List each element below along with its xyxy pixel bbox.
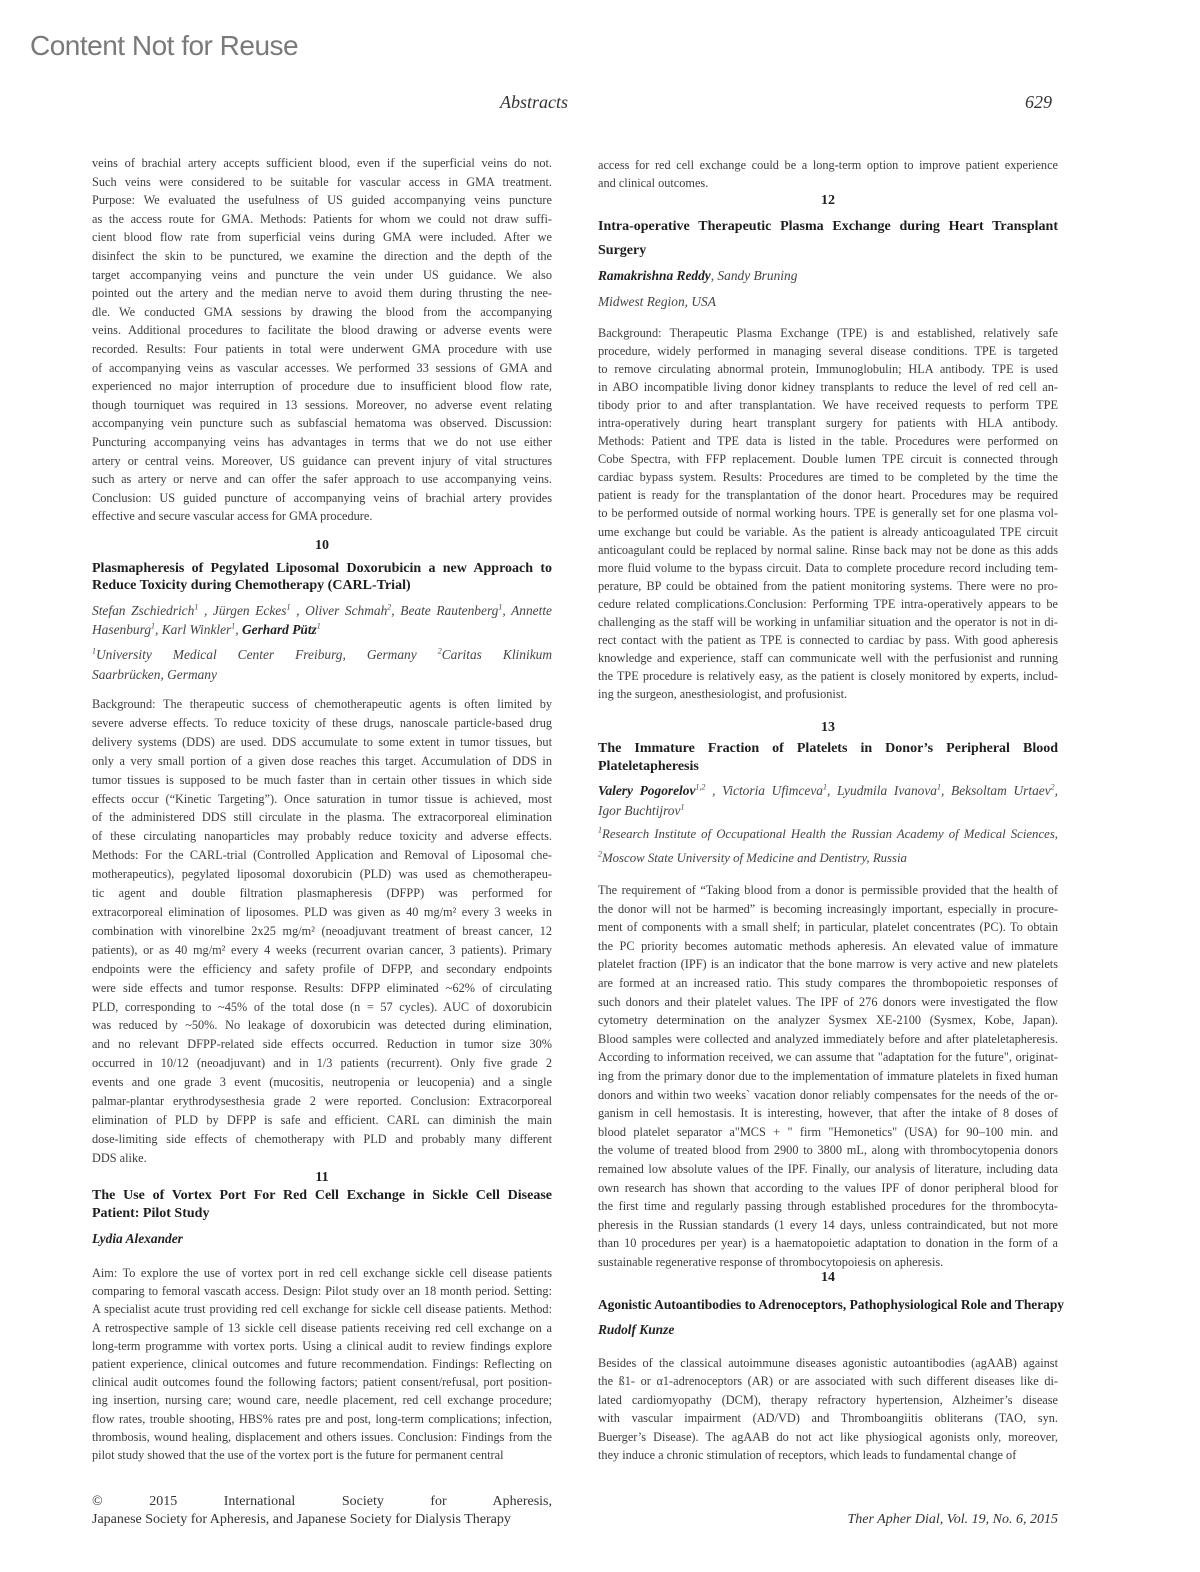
text-line	[92, 620, 552, 639]
watermark: Content Not for Reuse	[30, 30, 299, 61]
text-line: ganism in cell hemostasis. It is interesting, however, that after the intake of 8 doses of	[598, 1106, 1058, 1121]
superscript: 2	[1050, 782, 1055, 792]
abstract-10-affiliations	[92, 645, 552, 685]
abstract-13-authors	[598, 781, 1058, 821]
abstract-12-affiliations	[598, 292, 1058, 312]
text-segment: Hasenburg	[92, 622, 152, 637]
abstract-11-body	[92, 1264, 552, 1464]
text-line: Blood samples were collected and analyzed immediately before and after plateletapheresis.	[598, 1031, 1058, 1046]
text-line: Intra-operative Therapeutic Plasma Exchange during Heart Transplant	[598, 219, 1058, 234]
text-line: intra-operatively during heart transplant surgery for patients with HLA antibody.	[598, 416, 1058, 431]
text-line: effects occur (“Kinetic Targeting”). Once saturation in tumor tissue is achieved, most	[92, 791, 552, 806]
abstract-number-11: 11	[315, 1170, 329, 1185]
text-line: combination with vinorelbine 2x25 mg/m² (neoadjuvant treatment of breast cancer, 12	[92, 923, 552, 938]
text-line: remained low absolute values of the IPF. Finally, our analysis of literature, including data	[598, 1161, 1058, 1176]
text-line: the ß1- or α1-adrenoceptors (AR) or are associated with such different diseases like di-	[598, 1374, 1058, 1389]
text-segment: Moscow State University of Medicine and Dentistry, Russia	[602, 851, 907, 865]
text-line: dose-limiting side effects of chemotherapy with PLD and probably many different	[92, 1131, 552, 1146]
text-line: to be performed outside of normal working hours. TPE is generally set for one plasma vol-	[598, 506, 1058, 521]
text-line: Background: Therapeutic Plasma Exchange (TPE) is and established, relatively safe	[598, 326, 1058, 340]
text-line: The requirement of “Taking blood from a donor is permissible provided that the health of	[598, 883, 1058, 897]
text-segment: Research Institute of Occupational Health the Russian Academy of Medical Sciences,	[602, 827, 1058, 841]
text-line: donors and within two weeks` vacation donor reliably compensates for the needs of the or-	[598, 1087, 1058, 1102]
journal-citation: Ther Apher Dial, Vol. 19, No. 6, 2015	[847, 1512, 1058, 1527]
text-line	[598, 266, 1058, 286]
text-segment: , Beksoltam Urtaev	[941, 783, 1051, 798]
text-line: elimination of PLD by DFPP is safe and efficient. CARL can diminish the main	[92, 1112, 552, 1127]
text-line	[598, 1320, 1058, 1340]
text-line: platelet fraction (IPF) is an indicator that the bone marrow is very active and new platelets	[598, 957, 1058, 972]
text-segment: Saarbrücken, Germany	[92, 667, 217, 682]
superscript: 1	[231, 621, 236, 631]
text-line: thrombosis, wound healing, displacement and others issues. Conclusion: Findings from the	[92, 1429, 552, 1444]
text-line: Purpose: We evaluated the usefulness of US guided accompanying veins puncture	[92, 193, 552, 208]
abstract-14-title	[598, 1296, 1064, 1314]
text-line: patients), or as 40 mg/m² every 4 weeks (recurrent ovarian cancer, 3 patients). Primary	[92, 942, 552, 957]
presenting-author: Rudolf Kunze	[598, 1322, 675, 1337]
text-line: extracorporeal elimination of liposomes. PLD was given as 40 mg/m² every 3 weeks in	[92, 904, 552, 919]
superscript: 2	[598, 849, 602, 859]
superscript: 1	[316, 621, 321, 631]
text-line: ing from the primary donor due to the implementation of immature platelets in fixed human	[598, 1068, 1058, 1083]
text-line: severe adverse effects. To reduce toxicity of these drugs, nanoscale particle-based drug	[92, 715, 552, 730]
text-line: though tourniquet was required in 13 sessions. Moreover, no adverse event relating	[92, 397, 552, 412]
text-line: artery or central veins. Moreover, US guidance can prevent injury of vital structures	[92, 453, 552, 468]
text-line: to remove circulating abnormal protein, Immunoglobulin; HLA antibody. TPE is used	[598, 362, 1058, 377]
text-line: procedure, widely performed in managing several disease conditions. TPE is targeted	[598, 344, 1058, 359]
running-header-section: Abstracts	[500, 92, 569, 112]
text-line: challenging as the staff will be working in unfamiliar situation and the operator is not in di-	[598, 614, 1058, 629]
text-line: than 10 procedures per year) is a haematopoietic adaptation to donation in the form of a	[598, 1236, 1058, 1251]
text-segment: ,	[235, 622, 242, 637]
text-line: ume exchange but could be variable. As the patient is already anticoagulated TPE circuit	[598, 524, 1058, 539]
text-line: was reduced by ~50%. No leakage of doxorubicin was detected during elimination,	[92, 1018, 552, 1033]
text-line: anticoagulant could be replaced by normal saline. Rinse back may not be done as this adds	[598, 542, 1058, 557]
text-line: According to information received, we can assume that "adaptation for the future", originat-	[598, 1050, 1058, 1065]
text-line: tumor tissues is supposed to be much faster than in certain other tissues in which side	[92, 772, 552, 787]
abstract-14-authors	[598, 1320, 1058, 1340]
superscript: 1	[151, 621, 156, 631]
text-line: are formed at an increased ratio. This study compares the thrombopoietic responses of	[598, 975, 1058, 990]
text-segment: , Oliver Schmah	[290, 603, 388, 618]
text-line: patient experience, clinical outcomes and future recommendation. Findings: Reflecting on	[92, 1357, 552, 1372]
text-line: tibody prior to and after transplantation. We have received requests to perform TPE	[598, 398, 1058, 413]
text-line: the TPE procedure is relatively easy, as the patient is closely monitored by experts, includ-	[598, 668, 1058, 683]
text-segment: Stefan Zschiedrich	[92, 603, 195, 618]
text-line	[598, 846, 1058, 870]
text-line: effective and secure vascular access for GMA procedure.	[92, 509, 373, 524]
copyright-notice	[92, 1493, 552, 1529]
text-segment: , Jürgen Eckes	[198, 603, 287, 618]
text-line: experienced no major interruption of procedure due to insufficient blood flow rate,	[92, 379, 552, 394]
text-line: sustainable regenerative response of thrombocytopoiesis on apheresis.	[598, 1254, 944, 1269]
abstract-13-title	[598, 740, 1058, 776]
text-line: occurred in 10/12 (neoadjuvant) and in 1/3 patients (recurrent). Only five grade 2	[92, 1056, 552, 1071]
abstract-number-14: 14	[821, 1270, 835, 1285]
text-line: A specialist acute trust providing red cell exchange for sickle cell disease patients. Method:	[92, 1302, 552, 1317]
text-line	[598, 801, 1058, 821]
text-line: cardiac bypass system. Results: Procedures are timed to be completed by the time the	[598, 470, 1058, 485]
text-segment: Midwest Region, USA	[598, 294, 716, 309]
text-line: of these circulating nanoparticles may probably reduce toxicity and adverse effects.	[92, 829, 552, 844]
text-line	[92, 1229, 552, 1249]
text-line: of the administered DDS still circulate in the plasma. The extracorporeal elimination	[92, 810, 552, 825]
text-segment: Igor Buchtijrov	[598, 803, 681, 818]
text-line: comparing to femoral vascath access. Design: Pilot study over an 18 month period. Setting:	[92, 1284, 552, 1299]
abstract-number-12: 12	[821, 193, 835, 208]
text-line: palmar-plantar erythrodysesthesia grade 2 were reported. Conclusion: Extracorporeal	[92, 1094, 552, 1109]
text-line: with vascular impairment (AD/VD) and Thromboangiitis obliterans (TAO, syn.	[598, 1411, 1058, 1426]
text-line: long-term programme with vortex ports. Using a clinical audit to review findings explore	[92, 1338, 552, 1353]
text-line: Methods: For the CARL-trial (Controlled Application and Removal of Liposomal che-	[92, 848, 552, 863]
superscript: 1	[598, 825, 602, 835]
text-line: Besides of the classical autoimmune diseases agonistic autoantibodies (agAAB) against	[598, 1356, 1058, 1370]
text-line: blood platelet separator a"MCS + " firm "Hemonetics" (USA) for 90–100 min. and	[598, 1124, 1058, 1139]
text-line: the volume of treated blood from 2900 to 3800 mL, along with thrombocytopenia donors	[598, 1143, 1058, 1158]
text-line: Puncturing accompanying veins has advantages in terms that we do not use either	[92, 434, 552, 449]
text-line	[92, 665, 552, 685]
text-line: clinical audit outcomes found the following factors; patient consent/refusal, port position-	[92, 1375, 552, 1390]
superscript: 1	[194, 602, 199, 612]
abstract-14-body	[598, 1354, 1058, 1464]
text-line: Plasmapheresis of Pegylated Liposomal Doxorubicin a new Approach to	[92, 561, 552, 576]
superscript: 1	[498, 602, 503, 612]
text-line: flow rates, trouble shooting, HBS% rates pre and post, long-term complications; infection,	[92, 1411, 552, 1426]
text-line: Conclusion: US guided puncture of accompanying veins of brachial artery provides	[92, 490, 552, 505]
presenting-author: Gerhard Pütz	[241, 622, 317, 637]
text-line: ing the surgeon, anesthesiologist, and profusionist.	[598, 686, 848, 701]
text-line	[598, 822, 1058, 846]
text-line: patient is ready for the transplantation of the donor heart. Procedures may be required	[598, 488, 1058, 503]
text-line: knowledge and experience, staff can communicate well with the perfusionist and running	[598, 650, 1058, 665]
text-line: motherapeutics), pegylated liposomal doxorubicin (PLD) was used as chemotherapeu-	[92, 867, 552, 882]
text-line: A retrospective sample of 13 sickle cell disease patients receiving red cell exchange on a	[92, 1320, 552, 1335]
text-line: perature, BP could be obtained from the patient monitoring systems. There were no pro-	[598, 578, 1058, 593]
presenting-author: Lydia Alexander	[92, 1231, 183, 1246]
text-segment: , Beate Rautenberg	[391, 603, 499, 618]
superscript: 1	[680, 802, 685, 812]
text-line: they induce a chronic stimulation of receptors, which leads to fundamental change of	[598, 1448, 1017, 1463]
text-line: such donors and their platelet values. The IPF of 276 donors were investigated the flow	[598, 994, 1058, 1009]
text-line: Surgery	[598, 243, 647, 258]
text-line: recorded. Results: Four patients in total were underwent GMA procedure with use	[92, 341, 552, 356]
text-segment: ,	[1054, 783, 1059, 798]
text-segment: , Karl Winkler	[155, 622, 232, 637]
text-line	[92, 645, 552, 665]
abstract-9-continuation	[92, 154, 552, 526]
text-line: DDS alike.	[92, 1150, 147, 1165]
text-line	[598, 781, 1058, 801]
text-line: as the access route for GMA. Methods: Patients for whom we could not draw suffi-	[92, 211, 552, 226]
abstract-number-10: 10	[315, 538, 329, 553]
text-line: the PC priority becomes automatic methods apheresis. An elevated value of immature	[598, 938, 1058, 953]
text-line: rect contact with the patient as TPE is connected to cardiac by pass. With good apheresis	[598, 632, 1058, 647]
text-line: and clinical outcomes.	[598, 176, 709, 190]
text-segment: , Lyudmila Ivanova	[826, 783, 937, 798]
text-line: were side effects and tumor response. Results: DFPP eliminated ~62% of circulating	[92, 980, 552, 995]
text-line: in ABO incompatible living donor kidney transplants to reduce the level of red cell an-	[598, 380, 1058, 395]
abstract-11-title	[92, 1187, 552, 1223]
text-line: Patient: Pilot Study	[92, 1206, 210, 1221]
text-line: veins. Additional procedures to facilitate the blood drawing or adverse events were	[92, 323, 552, 338]
text-line: Reduce Toxicity during Chemotherapy (CARL-Trial)	[92, 578, 411, 593]
text-segment: , Victoria Ufimceva	[705, 783, 823, 798]
superscript: 1	[92, 646, 96, 656]
text-line: access for red cell exchange could be a long-term option to improve patient experience	[598, 158, 1058, 172]
text-line: Agonistic Autoantibodies to Adrenoceptors, Pathophysiological Role and Therapy	[598, 1297, 1064, 1312]
text-line: pilot study showed that the use of the vortex port is the future for permanent central	[92, 1448, 504, 1463]
text-line	[92, 601, 552, 620]
text-line: such as artery or nerve and can offer the safer approach to use accompanying veins.	[92, 472, 552, 487]
text-line	[598, 292, 1058, 312]
text-line: Methods: Patient and TPE data is listed in the table. Procedures were performed on	[598, 434, 1058, 449]
superscript: 1,2	[695, 782, 706, 792]
text-line: veins of brachial artery accepts sufficient blood, even if the superficial veins do not.	[92, 156, 552, 170]
abstract-10-title	[92, 560, 552, 594]
abstract-11-continuation	[598, 156, 1058, 192]
text-line: accompanying vein puncture such as subfascial hematoma was observed. Discussion:	[92, 416, 552, 431]
text-line: pointed out the artery and the median nerve to avoid them during thrusting the nee-	[92, 286, 552, 301]
text-line: Buerger’s Disease). The agAAB do not act like physiogical agonists only, moreover,	[598, 1429, 1058, 1444]
text-line: ment of components with a small shelf; in particular, platelet concentrates (PC). To obtain	[598, 920, 1058, 935]
text-line: Background: The therapeutic success of chemotherapeutic agents is often limited by	[92, 697, 552, 711]
page-number: 629	[1025, 92, 1052, 112]
text-line: lated cardiomyopathy (DCM), therapy refractory hypertension, Alzheimer’s disease	[598, 1392, 1058, 1407]
superscript: 1	[937, 782, 941, 792]
text-line: disinfect the skin to be punctured, we examine the direction and the depth of the	[92, 248, 552, 263]
text-line: target accompanying veins and puncture the vein under US guidance. We also	[92, 267, 552, 282]
text-segment: , Annette	[502, 603, 552, 618]
presenting-author: Ramakrishna Reddy	[598, 268, 711, 283]
text-line: Aim: To explore the use of vortex port in red cell exchange sickle cell disease patients	[92, 1266, 552, 1280]
text-segment: , Sandy Bruning	[710, 268, 798, 283]
text-line: dle. We conducted GMA sessions by drawing the blood from the accompanying	[92, 304, 552, 319]
text-line: the first time and regularly passing through established procedures for the thrombocyta-	[598, 1199, 1058, 1214]
text-segment: Caritas Klinikum	[441, 647, 552, 662]
text-line: ing insertion, nursing care; wound care, needle placement, red cell exchange procedure;	[92, 1393, 552, 1408]
text-line: Cobe Spectra, with FFP replacement. Double lumen TPE circuit is connected through	[598, 452, 1058, 467]
text-line: cient blood flow rate from superficial veins during GMA were included. After we	[92, 230, 552, 245]
abstract-13-body	[598, 881, 1058, 1271]
abstract-12-body	[598, 324, 1058, 703]
superscript: 2	[387, 602, 392, 612]
text-segment: University Medical Center Freiburg, Germany	[96, 647, 438, 662]
abstract-10-authors	[92, 601, 552, 639]
abstract-13-affiliations	[598, 822, 1058, 870]
text-line: cytometry determination on the analyzer Sysmex XE-2100 (Sysmex, Kobe, Japan).	[598, 1013, 1058, 1028]
text-line: PLD, corresponding to ~45% of the total dose (n = 57 cycles). AUC of doxorubicin	[92, 999, 552, 1014]
superscript: 2	[437, 646, 442, 656]
text-line: own research has shown that according to the values IPF of donor peripheral blood for	[598, 1180, 1058, 1195]
superscript: 1	[286, 602, 291, 612]
text-line: the donor will not be harmed” is becoming increasingly important, especially in procure-	[598, 901, 1058, 916]
text-line: tic agent and double filtration plasmapheresis (DFPP) was performed for	[92, 886, 552, 901]
abstract-12-title	[598, 215, 1058, 263]
text-line: of accompanying veins as vascular accesses. We performed 33 sessions of GMA and	[92, 360, 552, 375]
text-line: events and one grade 3 event (mucositis, neutropenia or leucopenia) and a single	[92, 1075, 552, 1090]
text-line: Japanese Society for Apheresis, and Japanese Society for Dialysis Therapy	[92, 1512, 511, 1527]
text-line: delivery systems (DDS) are used. DDS accumulate to some extent in tumor tissues, but	[92, 734, 552, 749]
superscript: 1	[822, 782, 827, 792]
text-line: Plateletapheresis	[598, 759, 699, 774]
text-line: Such veins were considered to be suitable for vascular access in GMA treatment.	[92, 174, 552, 189]
text-line: The Immature Fraction of Platelets in Donor’s Peripheral Blood	[598, 741, 1058, 756]
text-line: more fluid volume to the bypass circuit. Data to complete procedure record including tem-	[598, 560, 1058, 575]
text-line: cedure related complications.Conclusion: Performing TPE intra-operatively appears to be	[598, 596, 1058, 611]
text-line: The Use of Vortex Port For Red Cell Exchange in Sickle Cell Disease	[92, 1188, 552, 1203]
text-line: only a very small portion of a given dose reaches this target. Accumulation of DDS in	[92, 753, 552, 768]
abstract-12-authors	[598, 266, 1058, 286]
text-line: endpoints were the efficiency and safety profile of DFPP, and secondary endpoints	[92, 961, 552, 976]
abstract-11-authors	[92, 1229, 552, 1249]
text-line: pheresis in the Russian standards (1 every 14 days, unless contraindicated, but not more	[598, 1217, 1058, 1232]
abstract-number-13: 13	[821, 720, 835, 735]
text-line: © 2015 International Society for Apheresis,	[92, 1494, 552, 1509]
abstract-10-body	[92, 695, 552, 1168]
presenting-author: Valery Pogorelov	[598, 783, 696, 798]
text-line: and no relevant DFPP-related side effects occurred. Reduction in tumor size 30%	[92, 1037, 552, 1052]
